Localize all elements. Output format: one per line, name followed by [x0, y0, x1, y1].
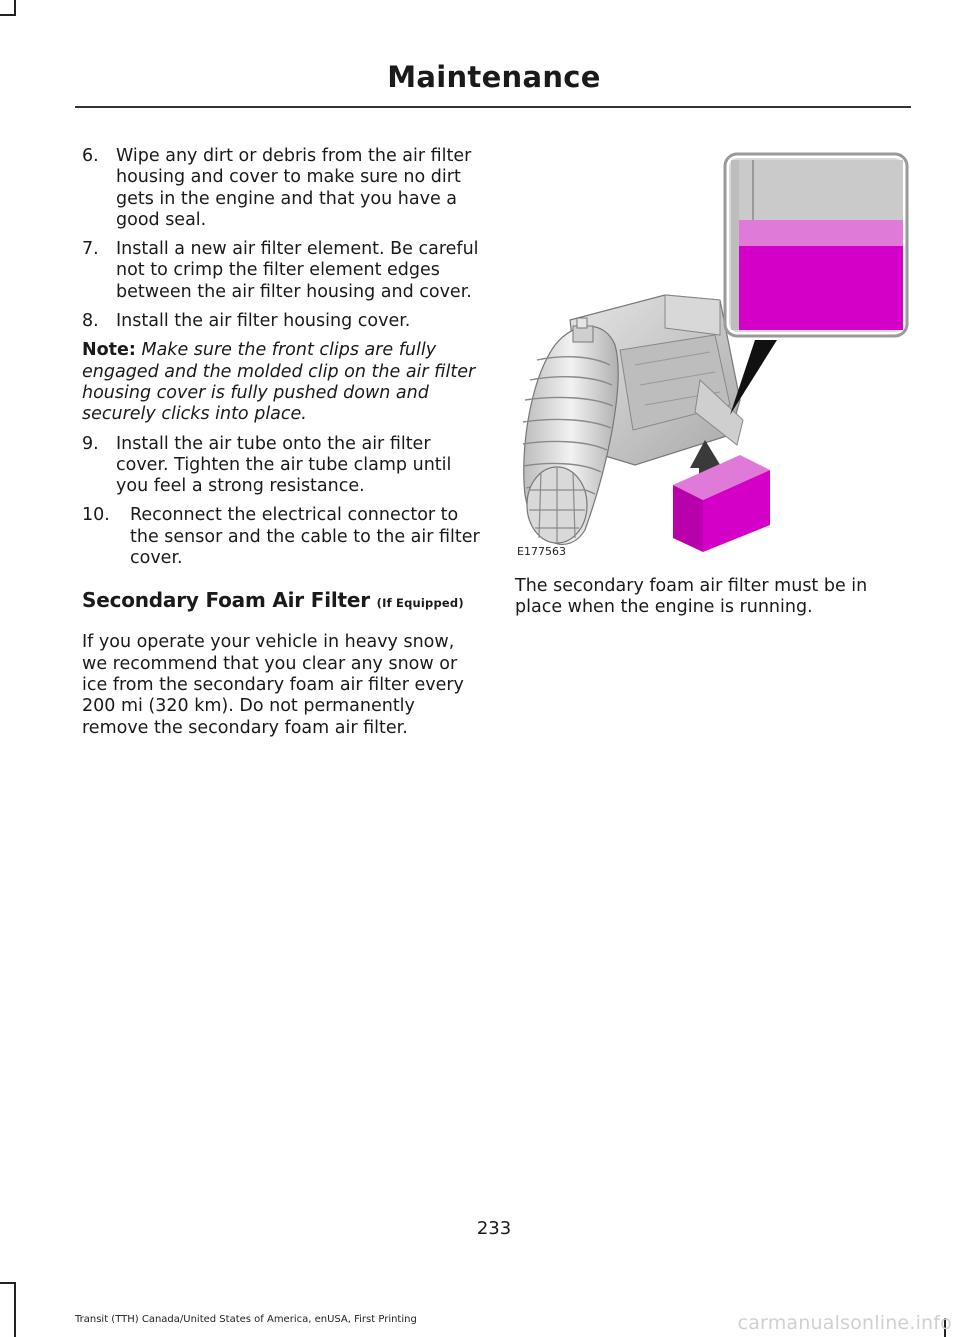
figure-code: E177563 — [517, 545, 566, 558]
step-number: 9. — [82, 433, 99, 454]
page-title: Maintenance — [387, 60, 601, 94]
crop-mark-bottom-left-h — [0, 1282, 16, 1284]
section-heading — [82, 587, 480, 616]
crop-mark-top-left-h — [0, 14, 16, 16]
step-text: Install the air filter housing cover. — [116, 311, 411, 332]
footer-text: Transit (TTH) Canada/United States of America, enUSA, First Printing — [75, 1314, 417, 1325]
step-text: Install the air tube onto the air filter cover. Tighten the air tube clamp until you feel a strong resistance. — [116, 433, 452, 497]
right-column — [515, 576, 910, 619]
section-body: If you operate your vehicle in heavy snow, we recommend that you clear any snow or ice from the secondary foam air filter every 200 mi (320 km). Do not permanently remove the secondary foam air filter. — [82, 632, 464, 738]
watermark: carmanualsonline.info — [737, 1312, 952, 1334]
step-7 — [82, 239, 480, 303]
step-8 — [82, 311, 480, 332]
header-divider — [75, 106, 911, 108]
air-filter-illustration — [515, 150, 910, 562]
step-9 — [82, 434, 480, 498]
step-text: Install a new air filter element. Be careful not to crimp the filter element edges between the air filter housing and cover. — [116, 239, 479, 302]
step-10 — [82, 505, 480, 569]
step-text: Reconnect the electrical connector to the sensor and the cable to the air filter cover. — [130, 505, 480, 569]
note-text: Make sure the front clips are fully engaged and the molded clip on the air filter housing cover is fully pushed down and securely clicks into place. — [82, 340, 476, 425]
section-title: Secondary Foam Air Filter — [82, 588, 370, 613]
intake-tube — [523, 326, 618, 544]
left-column — [82, 146, 480, 739]
step-number: 8. — [82, 311, 99, 332]
page-number: 233 — [476, 1218, 512, 1239]
right-body: The secondary foam air filter must be in place when the engine is running. — [515, 576, 868, 618]
step-number: 6. — [82, 146, 99, 166]
secondary-foam-filter — [673, 455, 770, 552]
note-label: Note: — [82, 340, 136, 361]
inset-detail — [725, 154, 907, 336]
crop-mark-bottom-left-v — [14, 1282, 16, 1337]
step-6 — [82, 146, 480, 231]
callout-pointer — [730, 340, 777, 415]
note — [82, 340, 480, 425]
step-text: Wipe any dirt or debris from the air filter housing and cover to make sure no dirt gets in the engine and that you have a good seal. — [116, 146, 472, 230]
step-number: 10. — [82, 505, 110, 526]
section-qualifier: (If Equipped) — [376, 596, 464, 611]
step-number: 7. — [82, 239, 99, 260]
